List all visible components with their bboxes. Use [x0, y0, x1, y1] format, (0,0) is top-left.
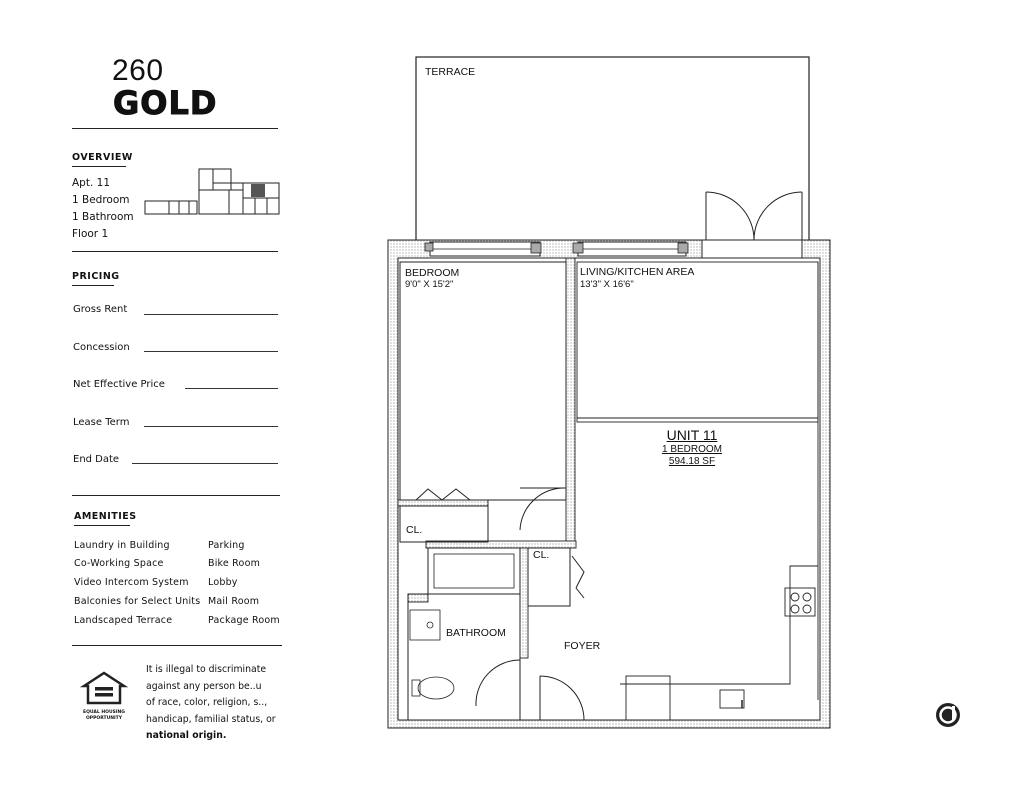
foyer-label: FOYER [564, 640, 601, 652]
net-effective-price-blank [185, 388, 278, 389]
amenity-item: Laundry in Building [74, 540, 170, 551]
divider [72, 251, 278, 252]
net-effective-price-label: Net Effective Price [73, 379, 165, 390]
pricing-heading: PRICING [72, 271, 120, 282]
bedroom-dimensions: 9'0" X 15'2" [405, 279, 454, 290]
terrace-label: TERRACE [425, 66, 476, 78]
equal-housing-caption: EQUAL HOUSING OPPORTUNITY [83, 710, 125, 721]
company-logo-icon [934, 701, 962, 729]
amenity-item: Parking [208, 540, 245, 551]
unit-bedrooms: 1 BEDROOM [661, 444, 722, 455]
amenity-item: Co-Working Space [74, 558, 164, 569]
concession-label: Concession [73, 342, 130, 353]
brand-number: 260 [112, 54, 164, 87]
amenity-item: Landscaped Terrace [74, 615, 173, 626]
key-plan-thumbnail [143, 166, 281, 218]
lease-term-blank [144, 426, 278, 427]
unit-title: UNIT 11 [666, 427, 718, 443]
heading-underline [72, 285, 114, 286]
divider [72, 128, 278, 129]
living-kitchen-label: LIVING/KITCHEN AREA [580, 266, 695, 278]
amenity-item: Package Room [208, 615, 280, 626]
equal-housing-icon [80, 670, 128, 706]
divider [72, 645, 282, 646]
apt-number: Apt. 11 [72, 177, 111, 189]
end-date-blank [132, 463, 278, 464]
heading-underline [74, 525, 130, 526]
concession-blank [144, 351, 278, 352]
unit-square-footage: 594.18 SF [668, 456, 716, 467]
floor-number: Floor 1 [72, 228, 109, 240]
lease-term-label: Lease Term [73, 417, 130, 428]
brand-logo-wordmark: GOLD [113, 84, 218, 122]
amenity-item: Balconies for Select Units [74, 596, 201, 607]
amenities-heading: AMENITIES [74, 511, 137, 522]
bedroom-label: BEDROOM [405, 267, 460, 279]
living-kitchen-dimensions: 13'3" X 16'6" [580, 279, 634, 290]
amenity-item: Bike Room [208, 558, 261, 569]
bedroom-count: 1 Bedroom [72, 194, 130, 206]
gross-rent-label: Gross Rent [73, 304, 128, 315]
end-date-label: End Date [73, 454, 120, 465]
fair-housing-notice: It is illegal to discriminate against any person be..u of race, color, religion, s.., handicap, familial status, or national origin. [146, 664, 276, 741]
overview-heading: OVERVIEW [72, 152, 133, 163]
amenity-item: Lobby [208, 577, 238, 588]
amenity-item: Video Intercom System [74, 577, 189, 588]
gross-rent-blank [144, 314, 278, 315]
bedroom-closet-label: CL. [406, 524, 423, 536]
heading-underline [72, 166, 126, 167]
bathroom-label: BATHROOM [446, 627, 506, 639]
bathroom-count: 1 Bathroom [72, 211, 134, 223]
entry-closet-label: CL. [533, 549, 550, 561]
amenity-item: Mail Room [208, 596, 260, 607]
divider [72, 495, 280, 496]
